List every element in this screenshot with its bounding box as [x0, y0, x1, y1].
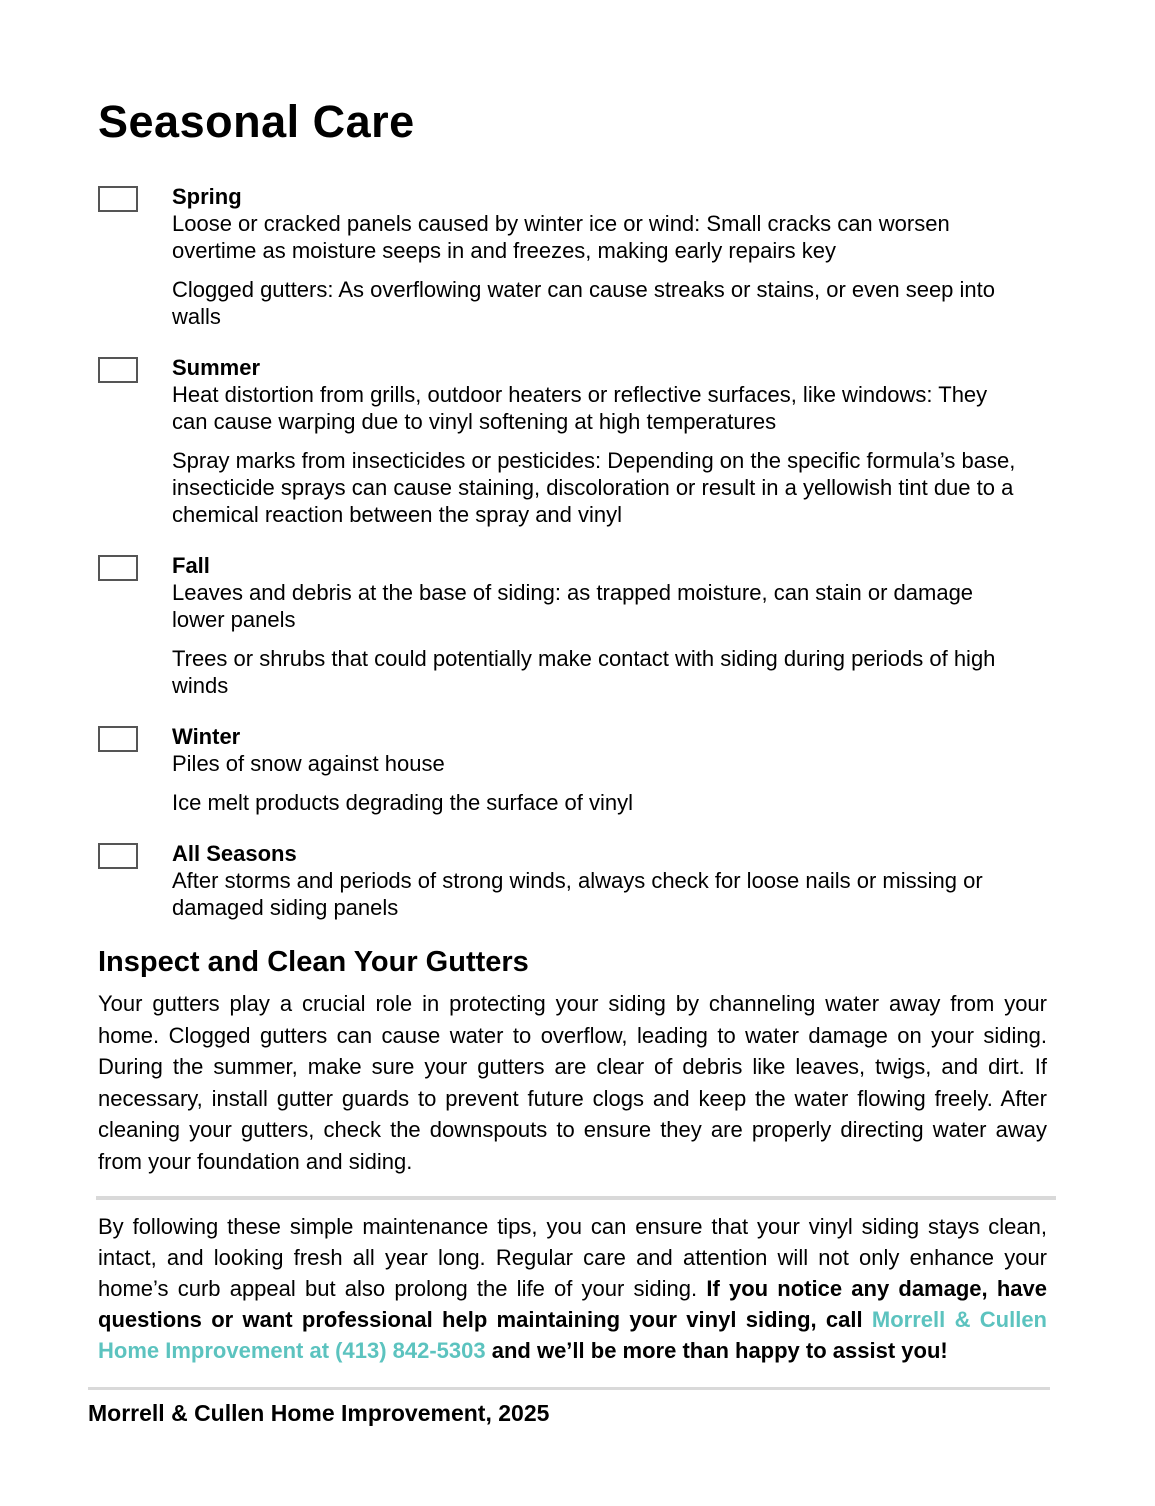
season-paragraph: Trees or shrubs that could potentially make contact with siding during periods of high winds: [172, 646, 996, 698]
company-phone-link[interactable]: Morrell & Cullen Home Improvement at (413) 842-5303: [98, 1307, 1047, 1363]
season-paragraph: Loose or cracked panels caused by winter ice or wind: Small cracks can worsen overtime as moisture seeps in and freezes, making early repairs key: [172, 211, 950, 263]
divider: [96, 1196, 1056, 1200]
gutters-body: Your gutters play a crucial role in protecting your siding by channeling water away from your home. Clogged gutters can cause water to overflow, leading to water damage on your siding. During the summer, make sure your gutters are clear of debris like leaves, twigs, and dirt. If necessary, install gutter guards to prevent future clogs and keep the water flowing freely. After cleaning your gutters, check the downspouts to ensure they are properly directing water away from your foundation and siding.: [98, 991, 1047, 1174]
season-text: [172, 840, 1024, 921]
season-section-spring: [98, 183, 1047, 330]
season-section-fall: [98, 552, 1047, 699]
gutters-heading: Inspect and Clean Your Gutters: [98, 946, 529, 978]
season-paragraph: Heat distortion from grills, outdoor heaters or reflective surfaces, like windows: They can cause warping due to vinyl softening at high temperatures: [172, 382, 988, 434]
season-text: [172, 723, 1024, 816]
closing-paragraph: [98, 1211, 1047, 1366]
season-text: [172, 354, 1024, 528]
season-text: [172, 183, 1024, 330]
season-section-winter: [98, 723, 1047, 816]
winter-checkbox[interactable]: [98, 726, 138, 752]
season-section-all-seasons: [98, 840, 1047, 921]
page-title: Seasonal Care: [98, 96, 415, 147]
season-paragraph: After storms and periods of strong winds, always check for loose nails or missing or damaged siding panels: [172, 868, 983, 920]
season-section-summer: [98, 354, 1047, 528]
season-paragraph: Spray marks from insecticides or pesticides: Depending on the specific formula’s base, insecticide sprays can cause staining, discoloration or result in a yellowish tint due to a chemical reaction between the spray and vinyl: [172, 448, 1016, 527]
season-paragraph: Leaves and debris at the base of siding: as trapped moisture, can stain or damage lower panels: [172, 580, 974, 632]
season-label-summer: Summer: [172, 355, 261, 380]
closing-bold-tail: and we’ll be more than happy to assist you!: [485, 1338, 948, 1363]
season-paragraph: Clogged gutters: As overflowing water can cause streaks or stains, or even seep into walls: [172, 277, 995, 329]
season-paragraph: Piles of snow against house: [172, 751, 445, 776]
summer-checkbox[interactable]: [98, 357, 138, 383]
season-text: [172, 552, 1024, 699]
closing-bold-text: If you notice any damage, have questions or want professional help maintaining your vinyl siding, call: [98, 1276, 1047, 1332]
fall-checkbox[interactable]: [98, 555, 138, 581]
season-label-all-seasons: All Seasons: [172, 841, 297, 866]
all-seasons-checkbox[interactable]: [98, 843, 138, 869]
spring-checkbox[interactable]: [98, 186, 138, 212]
footer-text: Morrell & Cullen Home Improvement, 2025: [88, 1400, 550, 1426]
season-label-winter: Winter: [172, 724, 241, 749]
season-paragraph: Ice melt products degrading the surface of vinyl: [172, 790, 634, 815]
closing-normal-text: By following these simple maintenance tips, you can ensure that your vinyl siding stays clean, intact, and looking fresh all year long. Regular care and attention will not only enhance your home’s curb appeal but also prolong the life of your siding.: [98, 1214, 1047, 1301]
footer-divider: [88, 1387, 1050, 1390]
season-label-fall: Fall: [172, 553, 210, 578]
season-label-spring: Spring: [172, 184, 242, 209]
